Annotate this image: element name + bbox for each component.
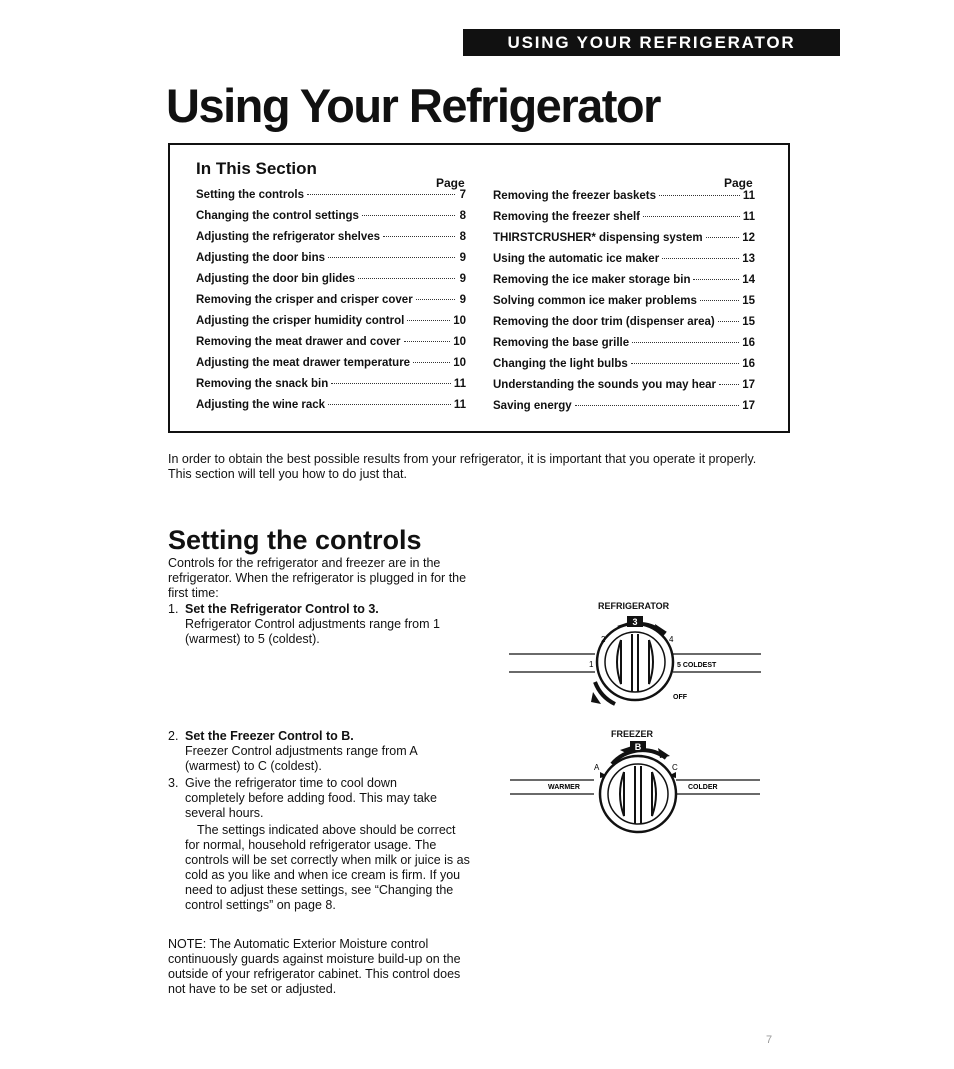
- toc-entry-page: 17: [742, 400, 755, 412]
- refrigerator-dial-label: REFRIGERATOR: [598, 601, 670, 611]
- toc-entry[interactable]: [493, 358, 755, 379]
- toc-entry-page: 10: [453, 336, 466, 348]
- toc-entry[interactable]: [493, 232, 755, 253]
- section-lead: Controls for the refrigerator and freezer are in the refrigerator. When the refrigerator is plugged in for the first time:: [168, 556, 467, 600]
- refrigerator-dial[interactable]: [505, 612, 767, 716]
- intro-paragraph: In order to obtain the best possible results from your refrigerator, it is important that you operate it properly. This section will tell you how to do just that.: [168, 452, 757, 481]
- toc-entry-label: Adjusting the wine rack: [196, 399, 326, 411]
- toc-entry-page: 8: [459, 231, 466, 243]
- toc-page-header-left: Page: [436, 176, 465, 190]
- toc-entry-label: Adjusting the door bin glides: [196, 273, 356, 285]
- toc-entry[interactable]: [493, 190, 755, 211]
- step-title: Set the Freezer Control to B.: [185, 729, 354, 743]
- toc-entry-page: 16: [742, 358, 755, 370]
- toc-entry-label: Changing the control settings: [196, 210, 359, 222]
- toc-entry[interactable]: [196, 231, 466, 252]
- step-text: Refrigerator Control adjustments range from 1 (warmest) to 5 (coldest).: [185, 617, 440, 646]
- freezer-dial-setting: B: [634, 742, 642, 752]
- refrigerator-dial-mark: 4: [669, 635, 674, 644]
- toc-entry[interactable]: [196, 252, 466, 273]
- toc-entry[interactable]: [196, 315, 466, 336]
- toc-entry-page: 7: [459, 189, 466, 201]
- freezer-dial-colder: COLDER: [688, 784, 718, 791]
- section-title: Setting the controls: [168, 525, 422, 555]
- toc-entry-label: Removing the freezer shelf: [493, 211, 640, 223]
- toc-entry[interactable]: [196, 336, 466, 357]
- step-number: 1.: [168, 602, 179, 616]
- toc-entry[interactable]: [196, 189, 466, 210]
- section-banner: USING YOUR REFRIGERATOR: [463, 29, 840, 56]
- freezer-dial-warmer: WARMER: [548, 784, 580, 791]
- toc-entry[interactable]: [493, 253, 755, 274]
- toc-entry[interactable]: [493, 337, 755, 358]
- freezer-dial-mark: A: [594, 763, 600, 772]
- toc-entry[interactable]: [493, 211, 755, 232]
- toc-entry-label: Adjusting the refrigerator shelves: [196, 231, 381, 243]
- toc-entry-label: THIRSTCRUSHER* dispensing system: [493, 232, 703, 244]
- toc-entry-label: Understanding the sounds you may hear: [493, 379, 717, 391]
- toc-entry-page: 14: [742, 274, 755, 286]
- toc-entry-label: Removing the base grille: [493, 337, 630, 349]
- toc-entry[interactable]: [493, 379, 755, 400]
- step-title: Set the Refrigerator Control to 3.: [185, 602, 379, 616]
- toc-list-right: [493, 190, 755, 421]
- step-number: 3.: [168, 776, 179, 790]
- toc-entry-page: 15: [742, 295, 755, 307]
- page-number: 7: [766, 1034, 773, 1046]
- toc-entry-label: Adjusting the meat drawer temperature: [196, 357, 411, 369]
- toc-entry-page: 11: [742, 211, 755, 223]
- page-title: Using Your Refrigerator: [166, 79, 660, 132]
- toc-entry-page: 11: [453, 378, 466, 390]
- step-2: [168, 729, 468, 774]
- toc-entry-label: Removing the freezer baskets: [493, 190, 656, 202]
- toc-entry[interactable]: [493, 274, 755, 295]
- refrigerator-dial-setting: 3: [632, 617, 638, 627]
- note-paragraph: NOTE: The Automatic Exterior Moisture control continuously guards against moisture build-up on the outside of your refrigerator cabinet. This control does not have to be set or adjusted.: [168, 937, 461, 996]
- toc-entry-label: Changing the light bulbs: [493, 358, 628, 370]
- toc-entry-label: Removing the door trim (dispenser area): [493, 316, 715, 328]
- freezer-dial-label: FREEZER: [611, 729, 654, 739]
- toc-entry-page: 9: [459, 273, 466, 285]
- toc-entry[interactable]: [493, 295, 755, 316]
- step-3: [168, 776, 468, 821]
- toc-entry[interactable]: [493, 316, 755, 337]
- toc-entry-page: 11: [742, 190, 755, 202]
- toc-entry-label: Removing the meat drawer and cover: [196, 336, 401, 348]
- toc-heading: In This Section: [196, 159, 317, 178]
- toc-entry-page: 13: [742, 253, 755, 265]
- toc-entry[interactable]: [196, 378, 466, 399]
- toc-entry-label: Setting the controls: [196, 189, 304, 201]
- refrigerator-dial-coldest: 5 COLDEST: [677, 662, 717, 669]
- toc-entry-page: 9: [459, 294, 466, 306]
- freezer-dial[interactable]: [508, 738, 762, 836]
- toc-box: [168, 143, 790, 433]
- toc-entry-label: Adjusting the door bins: [196, 252, 326, 264]
- toc-entry-label: Saving energy: [493, 400, 572, 412]
- toc-entry-label: Removing the snack bin: [196, 378, 329, 390]
- refrigerator-dial-mark: 2: [601, 635, 606, 644]
- toc-entry-page: 17: [742, 379, 755, 391]
- step-1: [168, 602, 468, 647]
- toc-entry[interactable]: [196, 210, 466, 231]
- toc-entry[interactable]: [196, 399, 466, 420]
- toc-entry[interactable]: [196, 357, 466, 378]
- toc-entry[interactable]: [196, 294, 466, 315]
- step-text: Freezer Control adjustments range from A (warmest) to C (coldest).: [185, 744, 418, 773]
- settings-paragraph: The settings indicated above should be correct for normal, household refrigerator usage. The controls will be set correctly when milk or juice is as cold as you like and when ice cream is firm. If you need to adjust these settings, see “Changing the control settings” on page 8.: [185, 823, 470, 912]
- toc-entry-label: Adjusting the crisper humidity control: [196, 315, 405, 327]
- freezer-dial-mark: C: [672, 763, 678, 772]
- toc-entry[interactable]: [196, 273, 466, 294]
- toc-entry-page: 12: [742, 232, 755, 244]
- toc-entry-page: 8: [459, 210, 466, 222]
- toc-entry-page: 10: [453, 357, 466, 369]
- toc-entry-page: 11: [453, 399, 466, 411]
- toc-entry[interactable]: [493, 400, 755, 421]
- toc-entry-label: Solving common ice maker problems: [493, 295, 697, 307]
- toc-entry-page: 16: [742, 337, 755, 349]
- toc-entry-label: Removing the crisper and crisper cover: [196, 294, 413, 306]
- toc-entry-page: 15: [742, 316, 755, 328]
- toc-list-left: [196, 189, 466, 420]
- step-text: Give the refrigerator time to cool down completely before adding food. This may take several hours.: [185, 776, 437, 820]
- toc-entry-label: Removing the ice maker storage bin: [493, 274, 691, 286]
- toc-entry-page: 10: [453, 315, 466, 327]
- toc-entry-label: Using the automatic ice maker: [493, 253, 660, 265]
- step-number: 2.: [168, 729, 179, 743]
- refrigerator-dial-mark: 1: [589, 660, 594, 669]
- toc-page-header-right: Page: [724, 176, 753, 190]
- toc-entry-page: 9: [459, 252, 466, 264]
- refrigerator-dial-off: OFF: [673, 694, 687, 701]
